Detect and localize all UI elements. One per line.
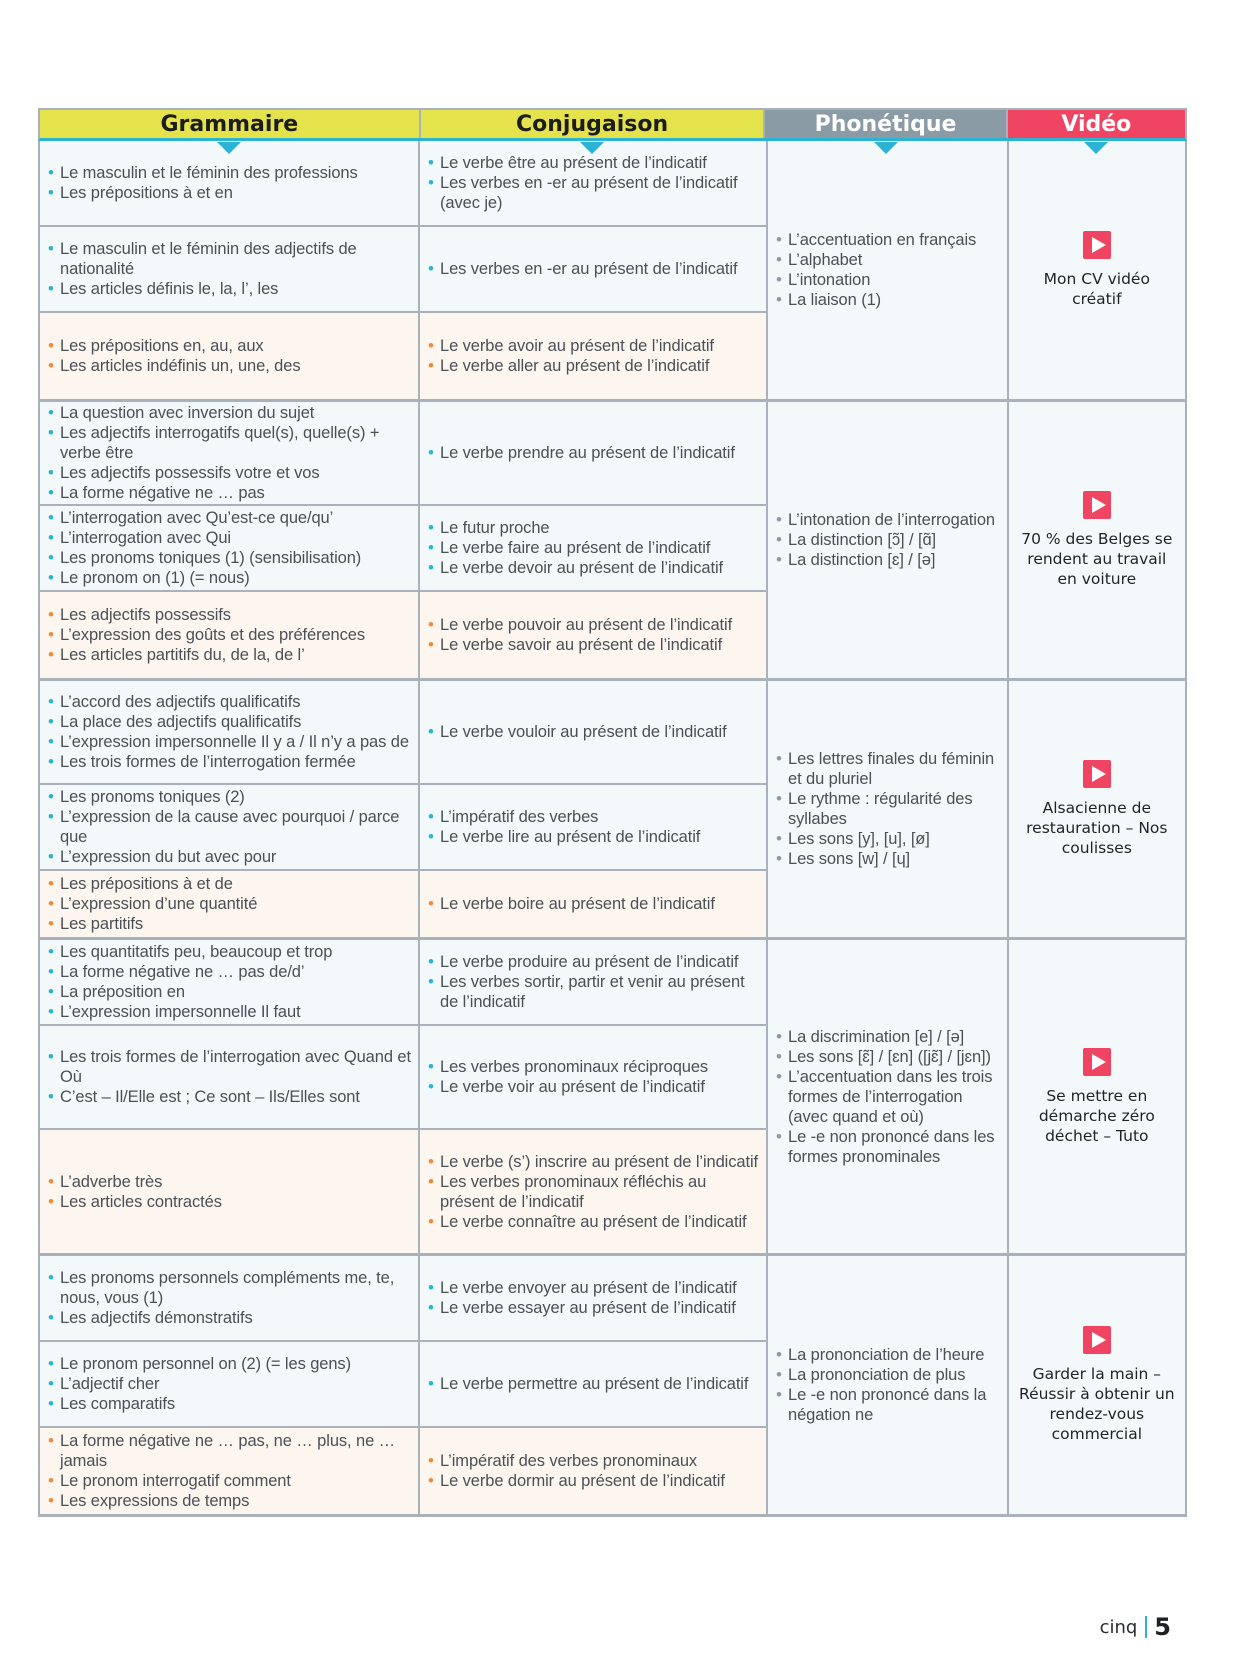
list-item: • Le pronom interrogatif comment xyxy=(48,1471,412,1491)
grammar-cell xyxy=(40,1026,420,1128)
list-item: • L’adverbe très xyxy=(48,1172,222,1192)
grammar-list xyxy=(48,1431,412,1511)
table-header xyxy=(38,108,1187,141)
conjugation-list xyxy=(428,894,715,914)
video-title: Se mettre en démarche zéro déchet – Tuto xyxy=(1038,1086,1155,1145)
phonetics-cell xyxy=(766,402,1007,678)
video-title: Alsacienne de restauration – Nos coulisses xyxy=(1026,799,1168,857)
grammar-list xyxy=(48,239,412,299)
list-item: • Les sons [ɛ̃] / [ɛn] ([jɛ̃] / [jɛn]) xyxy=(776,1047,1001,1067)
grammar-list xyxy=(48,787,412,867)
grammar-cell xyxy=(40,681,420,783)
list-item: • Le -e non prononcé dans la négation ne xyxy=(776,1385,1001,1425)
list-item: • Le pronom on (1) (= nous) xyxy=(48,568,361,588)
conjugation-list xyxy=(428,807,700,847)
conjugation-cell xyxy=(420,313,766,399)
list-item: • Les prépositions en, au, aux xyxy=(48,336,300,356)
video-title: Mon CV vidéo créatif xyxy=(1043,270,1150,308)
conjugation-cell xyxy=(420,1256,766,1340)
list-item: • L’interrogation avec Qu’est-ce que/qu’ xyxy=(48,508,361,528)
phonetics-list xyxy=(776,749,1001,869)
list-item: • La distinction [ɔ̃] / [ɑ̃] xyxy=(776,530,995,550)
list-item: • L’expression impersonnelle Il y a / Il n’y a pas de xyxy=(48,732,409,752)
list-item: • Le verbe devoir au présent de l’indicatif xyxy=(428,558,723,578)
grammar-list xyxy=(48,605,365,665)
list-item: • La distinction [ɛ] / [ə] xyxy=(776,550,995,570)
list-item: • Le verbe avoir au présent de l’indicatif xyxy=(428,336,714,356)
conjugation-list xyxy=(428,1278,737,1318)
list-item: • Le verbe être au présent de l’indicatif xyxy=(428,153,760,173)
list-item: • La place des adjectifs qualificatifs xyxy=(48,712,409,732)
table-row xyxy=(40,506,766,592)
list-item: • L’accentuation en français xyxy=(776,230,976,250)
conjugation-cell xyxy=(420,506,766,590)
list-item: • La discrimination [e] / [ə] xyxy=(776,1027,1001,1047)
grammar-list xyxy=(48,508,361,588)
list-item: • Le verbe lire au présent de l’indicatif xyxy=(428,827,700,847)
list-item: • L’expression de la cause avec pourquoi / parce que xyxy=(48,807,412,847)
phonetics-cell xyxy=(766,681,1007,937)
grammar-cell xyxy=(40,785,420,869)
play-icon[interactable] xyxy=(1083,231,1111,259)
conjugation-cell xyxy=(420,1428,766,1514)
list-item: • La préposition en xyxy=(48,982,332,1002)
phonetics-list xyxy=(776,230,976,310)
list-item: • Le futur proche xyxy=(428,518,723,538)
grammar-cell xyxy=(40,313,420,399)
grammar-cell xyxy=(40,1428,420,1514)
list-item: • Les adjectifs démonstratifs xyxy=(48,1308,412,1328)
header-grammaire: Grammaire xyxy=(40,110,419,138)
list-item: • Le verbe aller au présent de l’indicatif xyxy=(428,356,714,376)
list-item: • Le verbe (s’) inscrire au présent de l’indicatif xyxy=(428,1152,760,1172)
conjugation-cell xyxy=(420,681,766,783)
lesson-rows xyxy=(40,1256,766,1514)
unit-4 xyxy=(38,940,1187,1256)
list-item: • Les prépositions à et de xyxy=(48,874,257,894)
grammar-list xyxy=(48,1172,222,1212)
grammar-list xyxy=(48,942,332,1022)
unit-1 xyxy=(38,141,1187,402)
grammar-cell xyxy=(40,1130,420,1253)
grammar-cell xyxy=(40,506,420,590)
list-item: • L’interrogation avec Qui xyxy=(48,528,361,548)
conjugation-list xyxy=(428,615,732,655)
unit-2 xyxy=(38,402,1187,681)
list-item: • L’expression du but avec pour xyxy=(48,847,412,867)
list-item: • Les comparatifs xyxy=(48,1394,351,1414)
conjugation-list xyxy=(428,518,723,578)
video-cell xyxy=(1007,681,1185,937)
video-cell xyxy=(1007,1256,1185,1514)
list-item: • Les verbes sortir, partir et venir au présent de l’indicatif xyxy=(428,972,760,1012)
video-title: Garder la main – Réussir à obtenir un rendez-vous commercial xyxy=(1019,1365,1175,1443)
list-item: • C’est – Il/Elle est ; Ce sont – Ils/Elles sont xyxy=(48,1087,412,1107)
table-row xyxy=(40,227,766,313)
conjugation-cell xyxy=(420,141,766,225)
list-item: • Le verbe voir au présent de l’indicatif xyxy=(428,1077,708,1097)
grammar-cell xyxy=(40,402,420,504)
list-item: • L’intonation xyxy=(776,270,976,290)
play-icon[interactable] xyxy=(1083,491,1111,519)
conjugation-list xyxy=(428,1451,725,1491)
video-cell xyxy=(1007,141,1185,399)
table-row xyxy=(40,141,766,227)
grammar-cell xyxy=(40,227,420,311)
conjugation-cell xyxy=(420,592,766,678)
grammar-list xyxy=(48,163,358,203)
grammar-list xyxy=(48,336,300,376)
table-row xyxy=(40,1130,766,1253)
list-item: • Les verbes pronominaux réfléchis au présent de l’indicatif xyxy=(428,1172,760,1212)
list-item: • La forme négative ne … pas xyxy=(48,483,412,503)
list-item: • Les lettres finales du féminin et du pluriel xyxy=(776,749,1001,789)
list-item: • Les sons [w] / [ɥ] xyxy=(776,849,1001,869)
list-item: • Les pronoms toniques (1) (sensibilisation) xyxy=(48,548,361,568)
grammar-cell xyxy=(40,592,420,678)
phonetics-list xyxy=(776,1027,1001,1167)
list-item: • Le verbe boire au présent de l’indicatif xyxy=(428,894,715,914)
conjugation-list xyxy=(428,722,727,742)
footer-divider xyxy=(1145,1616,1147,1638)
list-item: • Les trois formes de l’interrogation fermée xyxy=(48,752,409,772)
conjugation-list xyxy=(428,153,760,213)
table-row xyxy=(40,402,766,506)
list-item: • Les pronoms toniques (2) xyxy=(48,787,412,807)
conjugation-cell xyxy=(420,1026,766,1128)
list-item: • Le verbe faire au présent de l’indicatif xyxy=(428,538,723,558)
conjugation-cell xyxy=(420,1342,766,1426)
unit-3 xyxy=(38,681,1187,940)
list-item: • Le -e non prononcé dans les formes pronominales xyxy=(776,1127,1001,1167)
play-icon[interactable] xyxy=(1083,1048,1111,1076)
list-item: • L’expression impersonnelle Il faut xyxy=(48,1002,332,1022)
lesson-rows xyxy=(40,681,766,937)
list-item: • Les trois formes de l’interrogation avec Quand et Où xyxy=(48,1047,412,1087)
conjugation-list xyxy=(428,1057,708,1097)
list-item: • Le verbe pouvoir au présent de l’indicatif xyxy=(428,615,732,635)
table-row xyxy=(40,313,766,399)
conjugation-list xyxy=(428,1152,760,1232)
list-item: • Le verbe connaître au présent de l’indicatif xyxy=(428,1212,760,1232)
list-item: • Le verbe prendre au présent de l’indicatif xyxy=(428,443,735,463)
list-item: • La prononciation de plus xyxy=(776,1365,1001,1385)
unit-5 xyxy=(38,1256,1187,1517)
grammar-list xyxy=(48,1354,351,1414)
list-item: • Le verbe vouloir au présent de l’indicatif xyxy=(428,722,727,742)
list-item: • Le verbe envoyer au présent de l’indicatif xyxy=(428,1278,737,1298)
header-video: Vidéo xyxy=(1006,110,1185,138)
list-item: • L’expression d’une quantité xyxy=(48,894,257,914)
list-item: • L’accord des adjectifs qualificatifs xyxy=(48,692,409,712)
conjugation-list xyxy=(428,1374,748,1394)
table-row xyxy=(40,785,766,871)
list-item: • Les adjectifs possessifs votre et vos xyxy=(48,463,412,483)
conjugation-cell xyxy=(420,402,766,504)
conjugation-cell xyxy=(420,940,766,1024)
video-cell xyxy=(1007,402,1185,678)
phonetics-cell xyxy=(766,1256,1007,1514)
list-item: • Les verbes pronominaux réciproques xyxy=(428,1057,708,1077)
conjugation-cell xyxy=(420,1130,766,1253)
list-item: • La forme négative ne … pas de/d’ xyxy=(48,962,332,982)
list-item: • Les verbes en -er au présent de l’indicatif xyxy=(428,259,737,279)
units-body xyxy=(38,141,1187,1517)
page-footer xyxy=(1100,1613,1171,1641)
list-item: • Les adjectifs interrogatifs quel(s), quelle(s) + verbe être xyxy=(48,423,412,463)
grammar-list xyxy=(48,1047,412,1107)
conjugation-list xyxy=(428,336,714,376)
list-item: • L’expression des goûts et des préférences xyxy=(48,625,365,645)
list-item: • Le masculin et le féminin des adjectifs de nationalité xyxy=(48,239,412,279)
list-item: • La prononciation de l’heure xyxy=(776,1345,1001,1365)
list-item: • La forme négative ne … pas, ne … plus, ne … jamais xyxy=(48,1431,412,1471)
list-item: • L’alphabet xyxy=(776,250,976,270)
list-item: • Le verbe permettre au présent de l’indicatif xyxy=(428,1374,748,1394)
conjugation-cell xyxy=(420,785,766,869)
phonetics-cell xyxy=(766,940,1007,1253)
list-item: • L’intonation de l’interrogation xyxy=(776,510,995,530)
lesson-rows xyxy=(40,940,766,1253)
grammar-cell xyxy=(40,940,420,1024)
list-item: • Les articles contractés xyxy=(48,1192,222,1212)
phonetics-list xyxy=(776,510,995,570)
grammar-cell xyxy=(40,1256,420,1340)
play-icon[interactable] xyxy=(1083,1326,1111,1354)
grammar-list xyxy=(48,692,409,772)
list-item: • L’impératif des verbes pronominaux xyxy=(428,1451,725,1471)
list-item: • Les articles indéfinis un, une, des xyxy=(48,356,300,376)
header-phonetique: Phonétique xyxy=(763,110,1005,138)
list-item: • L’accentuation dans les trois formes de l’interrogation (avec quand et où) xyxy=(776,1067,1001,1127)
grammar-cell xyxy=(40,1342,420,1426)
list-item: • Les pronoms personnels compléments me, te, nous, vous (1) xyxy=(48,1268,412,1308)
list-item: • Les partitifs xyxy=(48,914,257,934)
table-row xyxy=(40,681,766,785)
list-item: • Le verbe dormir au présent de l’indicatif xyxy=(428,1471,725,1491)
list-item: • La liaison (1) xyxy=(776,290,976,310)
list-item: • Le verbe essayer au présent de l’indicatif xyxy=(428,1298,737,1318)
table-row xyxy=(40,1428,766,1514)
list-item: • Le masculin et le féminin des professions xyxy=(48,163,358,183)
list-item: • Les prépositions à et en xyxy=(48,183,358,203)
conjugation-cell xyxy=(420,871,766,937)
grammar-list xyxy=(48,874,257,934)
list-item: • L’impératif des verbes xyxy=(428,807,700,827)
list-item: • Le verbe produire au présent de l’indicatif xyxy=(428,952,760,972)
video-cell xyxy=(1007,940,1185,1253)
list-item: • L’adjectif cher xyxy=(48,1374,351,1394)
lesson-rows xyxy=(40,402,766,678)
table-row xyxy=(40,592,766,678)
list-item: • Les articles définis le, la, l’, les xyxy=(48,279,412,299)
page-number-word: cinq xyxy=(1099,1616,1138,1638)
grammar-list xyxy=(48,1268,412,1328)
list-item: • Les sons [y], [u], [ø] xyxy=(776,829,1001,849)
list-item: • Le verbe savoir au présent de l’indicatif xyxy=(428,635,732,655)
header-conjugaison: Conjugaison xyxy=(419,110,764,138)
grammar-list xyxy=(48,403,412,503)
list-item: • Les articles partitifs du, de la, de l’ xyxy=(48,645,365,665)
page-number: 5 xyxy=(1154,1613,1171,1641)
conjugation-list xyxy=(428,443,735,463)
phonetics-cell xyxy=(766,141,1007,399)
play-icon[interactable] xyxy=(1083,760,1111,788)
list-item: • La question avec inversion du sujet xyxy=(48,403,412,423)
conjugation-list xyxy=(428,259,737,279)
list-item: • Les adjectifs possessifs xyxy=(48,605,365,625)
list-item: • Les quantitatifs peu, beaucoup et trop xyxy=(48,942,332,962)
phonetics-list xyxy=(776,1345,1001,1425)
table-row xyxy=(40,1026,766,1130)
video-title: 70 % des Belges se rendent au travail en voiture xyxy=(1021,530,1173,588)
lesson-rows xyxy=(40,141,766,399)
table-row xyxy=(40,1256,766,1342)
conjugation-list xyxy=(428,952,760,1012)
table-row xyxy=(40,940,766,1026)
table-row xyxy=(40,1342,766,1428)
list-item: • Les verbes en -er au présent de l’indicatif (avec je) xyxy=(428,173,760,213)
contents-table xyxy=(38,108,1187,1517)
list-item: • Le rythme : régularité des syllabes xyxy=(776,789,1001,829)
grammar-cell xyxy=(40,871,420,937)
table-row xyxy=(40,871,766,937)
conjugation-cell xyxy=(420,227,766,311)
list-item: • Les expressions de temps xyxy=(48,1491,412,1511)
list-item: • Le pronom personnel on (2) (= les gens) xyxy=(48,1354,351,1374)
